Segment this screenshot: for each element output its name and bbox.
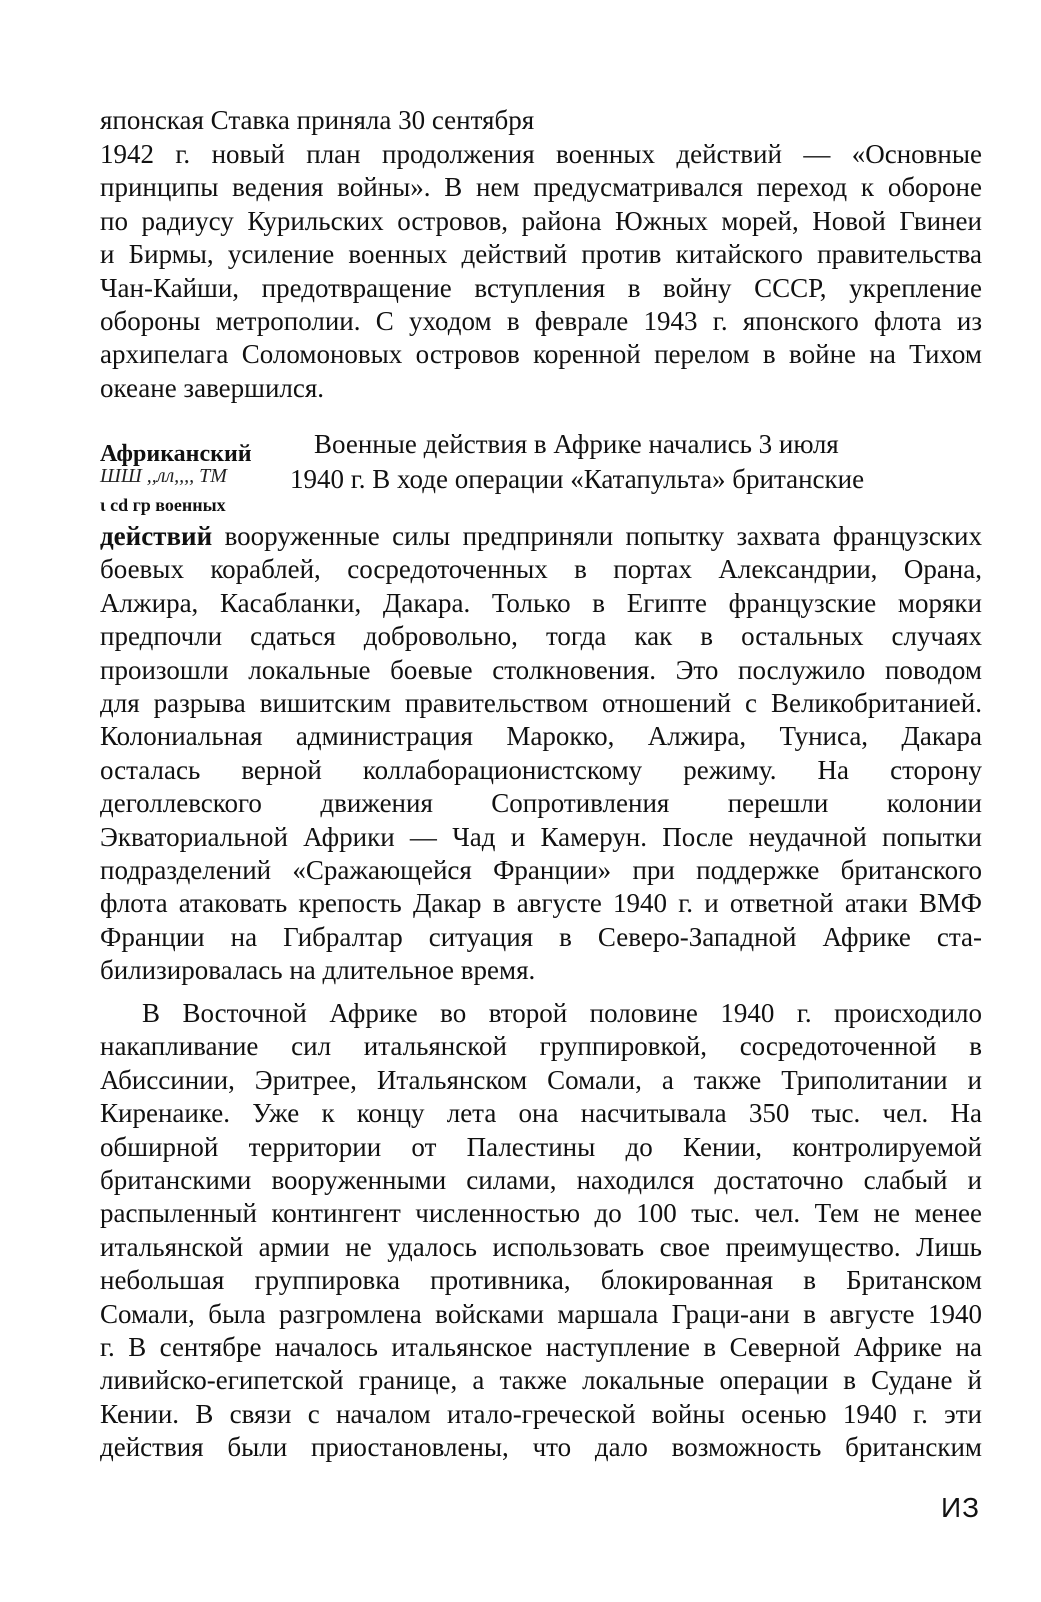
paragraph-line: Абиссинии, Эритрее, Итальянском Сомали, а также Триполитании и [100, 1064, 982, 1095]
paragraph-line [100, 520, 982, 553]
paragraph-line: подразделений «Сражающейся Франции» при поддержке британского [100, 855, 982, 886]
paragraph-line: обороны метрополии. С уходом в феврале 1943 г. японского флота из [100, 306, 982, 337]
paragraph-line: боевых кораблей, сосредоточенных в портах Александрии, Орана, [100, 554, 982, 585]
paragraph-line: обширной территории от Палестины до Кении, контролируемой [100, 1131, 982, 1162]
paragraph-line: Сомали, была разгромлена войсками маршала Граци-ани в августе 1940 [100, 1298, 982, 1329]
page-number: ИЗ [940, 1492, 980, 1523]
paragraph-line: Киренаике. Уже к концу лета она насчитывала 350 тыс. чел. На [100, 1098, 982, 1129]
margin-note-noise: ШШ ,,лл,,,, ТМ [100, 465, 227, 487]
paragraph-line: британскими вооруженными силами, находился достаточно слабый и [100, 1165, 982, 1196]
paragraph-line: билизировалась на длительное время. [100, 955, 536, 986]
margin-note-title: Африканский [100, 441, 252, 467]
paragraph-line: осталась верной коллаборационистскому режиму. На сторону [100, 754, 982, 785]
paragraph-line: Франции на Гибралтар ситуация в Северо-Западной Африке ста- [100, 921, 982, 952]
paragraph-line: Кении. В связи с началом итало-греческой войны осенью 1940 г. эти [100, 1398, 982, 1429]
paragraph-line: накапливание сил итальянской группировкой, сосредоточенной в [100, 1031, 982, 1062]
paragraph-line: Колониальная администрация Марокко, Алжира, Туниса, Дакара [100, 721, 982, 752]
paragraph-line: небольшая группировка противника, блокированная в Британском [100, 1265, 982, 1296]
first-line: японская Ставка приняла 30 сентября [100, 105, 535, 135]
paragraph-line: ливийско-египетской границе, а также локальные операции в Судане й [100, 1365, 982, 1396]
paragraph-line: и Бирмы, усиление военных действий против китайского правительства [100, 239, 982, 270]
paragraph-line: для разрыва вишитским правительством отношений с Великобританией. [100, 688, 982, 719]
margin-note-subtitle: ι cd гр военных [100, 495, 226, 515]
side-text-line: Военные действия в Африке начались 3 июля [314, 429, 839, 459]
paragraph-line: г. В сентябре началось итальянское наступление в Северной Африке на [100, 1332, 982, 1363]
paragraph-line: 1942 г. новый план продолжения военных действий — «Основные [100, 139, 982, 169]
paragraph-line: архипелага Соломоновых островов коренной перелом в войне на Тихом [100, 339, 982, 370]
paragraph-1 [100, 138, 982, 405]
paragraph-2 [100, 520, 982, 988]
paragraph-line: деголлевского движения Сопротивления перешли колонии [100, 788, 982, 819]
paragraph-line: по радиусу Курильских островов, района Южных морей, Новой Гвинеи [100, 205, 982, 236]
margin-note-continuation: действий [100, 521, 213, 551]
paragraph-line: В Восточной Африке во второй половине 1940 г. происходило [142, 998, 982, 1028]
paragraph-line: океане завершился. [100, 372, 325, 403]
paragraph-line: принципы ведения войны». В нем предусматривался переход к обороне [100, 172, 982, 203]
paragraph-line: распыленный контингент численностью до 100 тыс. чел. Тем не менее [100, 1198, 982, 1229]
side-text-line: 1940 г. В ходе операции «Катапульта» британские [290, 464, 865, 494]
paragraph-line: Экваториальной Африки — Чад и Камерун. После неудачной попытки [100, 821, 982, 852]
paragraph-line: предпочли сдаться добровольно, тогда как в остальных случаях [100, 621, 982, 652]
paragraph-line: итальянской армии не удалось использовать свое преимущество. Лишь [100, 1231, 982, 1262]
paragraph-line: действия были приостановлены, что дало возможность британским [100, 1432, 982, 1463]
paragraph-line: флота атаковать крепость Дакар в августе 1940 г. и ответной атаки ВМФ [100, 888, 982, 919]
paragraph-line: произошли локальные боевые столкновения. Это послужило поводом [100, 654, 982, 685]
paragraph-line: Чан-Кайши, предотвращение вступления в войну СССР, укрепление [100, 272, 982, 303]
paragraph-line-rest: вооруженные силы предприняли попытку захвата французских [212, 521, 982, 551]
paragraph-3 [100, 997, 982, 1465]
paragraph-line: Алжира, Касабланки, Дакара. Только в Египте французские моряки [100, 587, 982, 618]
